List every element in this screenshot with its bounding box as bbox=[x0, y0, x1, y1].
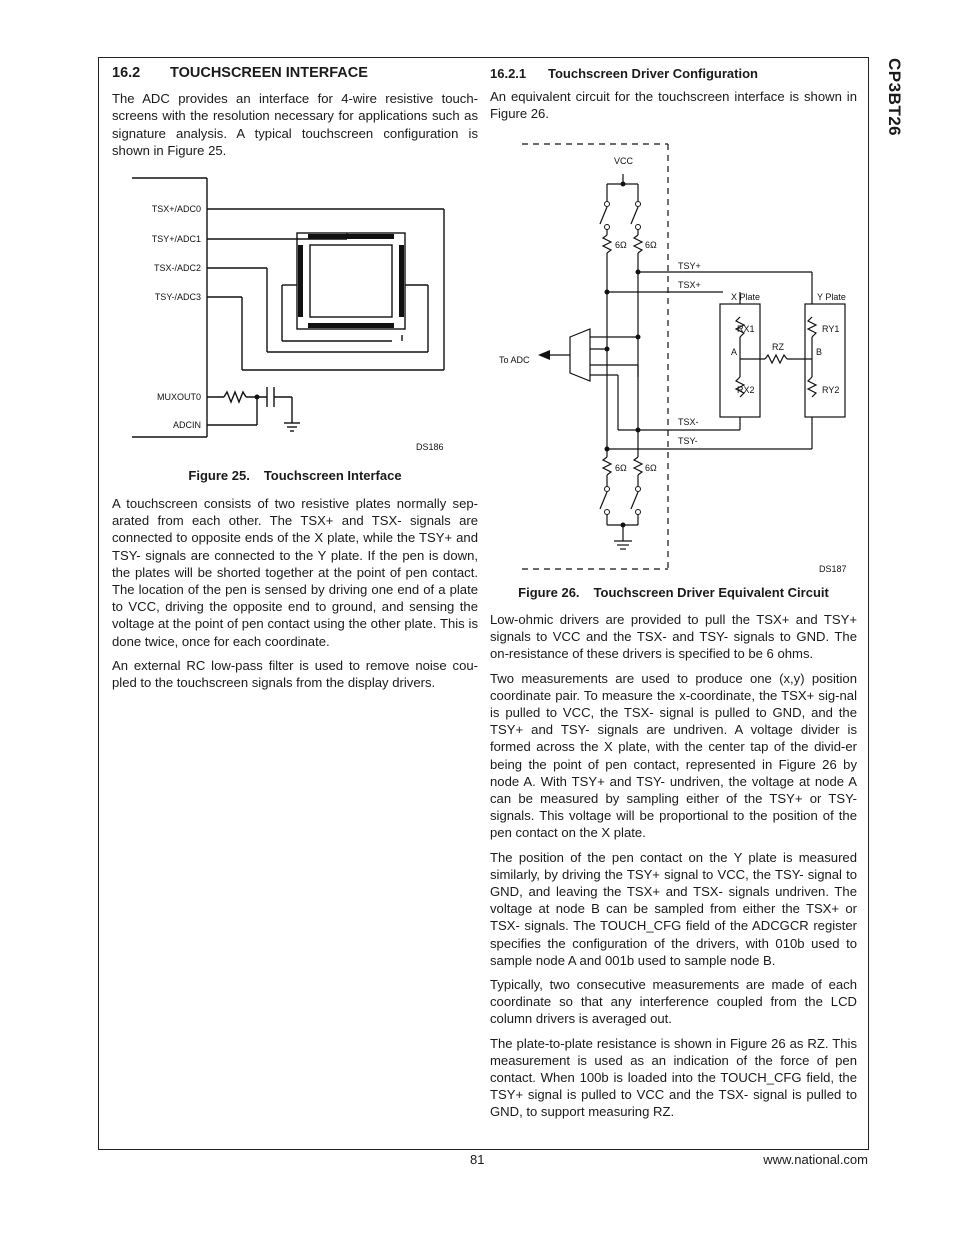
paragraph-x-measurement: Two measurements are used to produce one (x,y) position coordinate pair. To measure the x-coordinate, the TSX+ sig-nal is pulled to VCC, the TSX- signal is pulled to GND, and the TSY+ and TSY- signals are undriven. A voltage divider is formed across the X plate, with the center tap of the divid-er being the point of pen contact, represented in Figure 26 by node A. With TSY+ and TSY- undriven, the voltage at node A can be measured by sampling either of the TSY+ or TSY- signals. This voltage will be proportional to the position of the pen contact on the X plate. bbox=[490, 670, 857, 841]
intro-paragraph: The ADC provides an interface for 4-wire resistive touch-screens with the resolution necessary for applications such as signature analysis. A typical touchscreen configuration is shown in Figure 25. bbox=[112, 91, 478, 158]
label-tsx-minus: TSX- bbox=[678, 417, 699, 427]
section-heading bbox=[112, 65, 478, 82]
footer-url-link[interactable]: www.national.com bbox=[763, 1152, 868, 1167]
subsection-heading bbox=[490, 65, 857, 82]
label-rx2: RX2 bbox=[737, 385, 755, 395]
page-number: 81 bbox=[470, 1152, 485, 1167]
label-tsy-minus: TSY- bbox=[678, 436, 698, 446]
label-to-adc: To ADC bbox=[499, 355, 530, 365]
left-body bbox=[112, 495, 478, 698]
label-vcc: VCC bbox=[614, 156, 634, 166]
figure-25-title: Touchscreen Interface bbox=[263, 468, 402, 483]
label-tsx-plus: TSX+ bbox=[678, 280, 701, 290]
figure-25-caption bbox=[112, 468, 478, 483]
paragraph-y-measurement: The position of the pen contact on the Y plate is measured similarly, by driving the TSY+ signal to VCC, the TSY- signal to GND, and leaving the TSX+ and TSX- signals undriven. The voltage at node B can be sampled from either the TSX+ or TSX- signals. The TOUCH_CFG field of the ADCGCR register specifies the configuration of the drivers, with 010b used to sample node A and 001b used to sample node B. bbox=[490, 849, 857, 968]
label-ry2: RY2 bbox=[822, 385, 840, 395]
paragraph-rz: The plate-to-plate resistance is shown in Figure 26 as RZ. This measurement is used as an indication of the force of pen contact. When 100b is loaded into the TOUCH_CFG field, the TSY+ signal is pulled to VCC and the TSX- signal is pulled to GND, to support measuring RZ. bbox=[490, 1035, 857, 1120]
figure-26-caption bbox=[490, 585, 857, 600]
label-x-plate: X Plate bbox=[731, 292, 761, 302]
label-rz: RZ bbox=[772, 342, 784, 352]
figure-25-diagram bbox=[112, 165, 478, 460]
subsection-title: Touchscreen Driver Configuration bbox=[548, 66, 758, 81]
label-y-plate: Y Plate bbox=[817, 292, 846, 302]
figure-26-number: Figure 26. bbox=[518, 585, 580, 600]
figure-25-number: Figure 25. bbox=[188, 468, 250, 483]
label-tsx-plus-adc0: TSX+/ADC0 bbox=[151, 204, 201, 214]
label-tsx-minus-adc2: TSX-/ADC2 bbox=[153, 263, 201, 273]
label-node-a: A bbox=[731, 347, 738, 357]
label-adcin: ADCIN bbox=[172, 420, 201, 430]
figure-26-title: Touchscreen Driver Equivalent Circuit bbox=[593, 585, 829, 600]
section-16-2 bbox=[112, 65, 478, 166]
label-tsy-minus-adc3: TSY-/ADC3 bbox=[154, 292, 201, 302]
label-6ohm-1: 6Ω bbox=[615, 240, 627, 250]
document-title: CP3BT26 bbox=[885, 58, 904, 137]
label-ds186: DS186 bbox=[416, 442, 444, 452]
label-6ohm-3: 6Ω bbox=[615, 463, 627, 473]
paragraph-averaging: Typically, two consecutive measurements are made of each coordinate so that any interference coupled from the LCD column drivers is averaged out. bbox=[490, 977, 857, 1027]
section-title: TOUCHSCREEN INTERFACE bbox=[170, 65, 368, 81]
paragraph-rc-filter: An external RC low-pass filter is used to remove noise cou-pled to the touchscreen signals from the display drivers. bbox=[112, 657, 478, 691]
figure-26-diagram bbox=[490, 137, 860, 582]
label-ry1: RY1 bbox=[822, 324, 840, 334]
section-number: 16.2 bbox=[112, 65, 141, 81]
label-muxout0: MUXOUT0 bbox=[156, 392, 201, 402]
paragraph-drivers: Low-ohmic drivers are provided to pull the TSX+ and TSY+ signals to VCC and the TSX- and TSY- signals to GND. The on-resistance of these drivers is specified to be 6 ohms. bbox=[490, 612, 857, 662]
label-6ohm-4: 6Ω bbox=[645, 463, 657, 473]
label-ds187: DS187 bbox=[819, 564, 847, 574]
subsection-number: 16.2.1 bbox=[490, 66, 527, 81]
label-tsy-plus-adc1: TSY+/ADC1 bbox=[151, 234, 201, 244]
label-tsy-plus: TSY+ bbox=[678, 261, 701, 271]
paragraph-touchscreen-plates: A touchscreen consists of two resistive plates normally sep-arated from each other. The TSX+ and TSX- signals are connected to opposite ends of the X plate, while the TSY+ and TSY- signals are connected to the Y plate. If the pen is down, the plates will be shorted together at the point of pen contact. The location of the pen is sensed by driving one end of a plate to VCC, driving the opposite end to ground, and sensing the voltage at the point of pen contact using the other plate. This is done twice, once for each coordinate. bbox=[112, 496, 478, 649]
label-6ohm-2: 6Ω bbox=[645, 240, 657, 250]
section-16-2-1 bbox=[490, 65, 857, 130]
right-body bbox=[490, 611, 857, 1128]
label-node-b: B bbox=[816, 347, 823, 357]
label-rx1: RX1 bbox=[737, 324, 755, 334]
sub-intro-paragraph: An equivalent circuit for the touchscreen interface is shown in Figure 26. bbox=[490, 89, 857, 122]
